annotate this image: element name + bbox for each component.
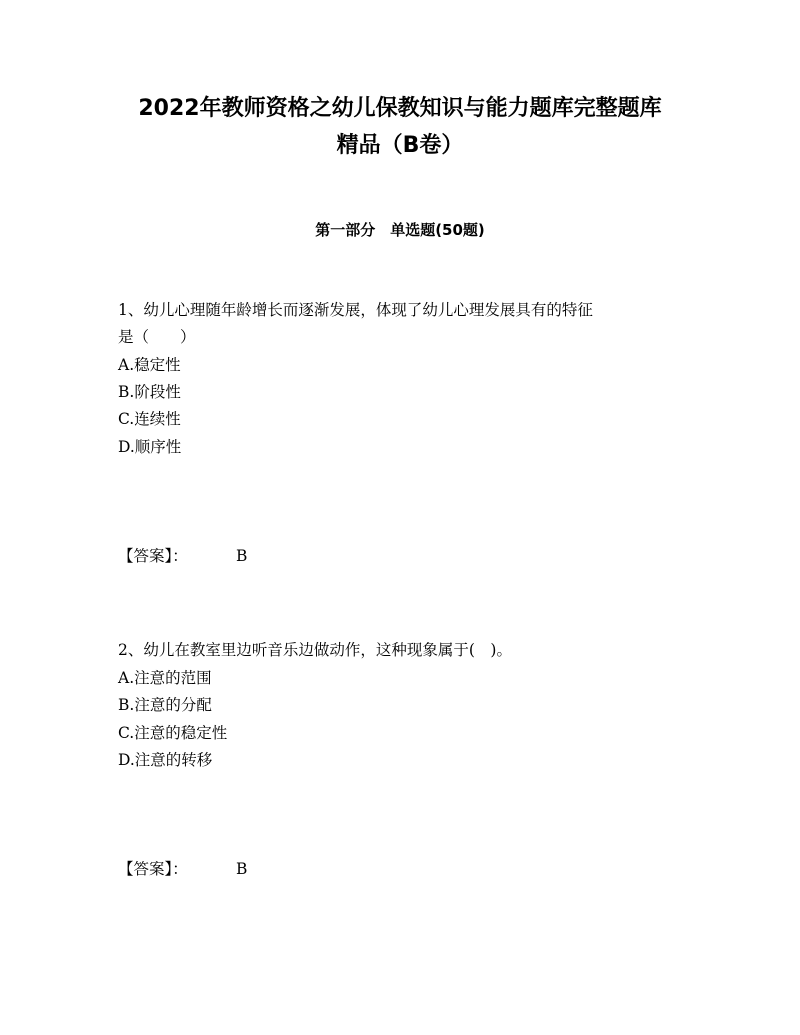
question-1-option-b: B.阶段性	[118, 383, 181, 401]
question-2-stem-line-1: 2、幼儿在教室里边听音乐边做动作，这种现象属于( )。	[118, 641, 512, 659]
answer-value: B	[236, 547, 248, 565]
question-1-option-d: D.顺序性	[118, 438, 182, 456]
document-title-line-2: 精品（B卷）	[336, 133, 464, 158]
answer-label: 【答案】：	[118, 547, 188, 565]
question-2-option-d: D.注意的转移	[118, 751, 213, 769]
question-2-option-b: B.注意的分配	[118, 696, 212, 714]
question-1-stem-line-2: 是（ ）	[118, 328, 196, 346]
section-heading: 第一部分 单选题(50题)	[315, 221, 485, 239]
question-1-stem-line-1: 1、幼儿心理随年龄增长而逐渐发展，体现了幼儿心理发展具有的特征	[118, 301, 593, 319]
question-1-answer	[118, 544, 248, 568]
question-1-option-a: A.稳定性	[118, 356, 181, 374]
answer-label: 【答案】：	[118, 860, 188, 878]
question-2-answer	[118, 857, 248, 881]
answer-value: B	[236, 860, 248, 878]
document-title-line-1: 2022年教师资格之幼儿保教知识与能力题库完整题库	[138, 96, 662, 121]
question-1-option-c: C.连续性	[118, 410, 181, 428]
question-2-option-c: C.注意的稳定性	[118, 724, 228, 742]
question-2-option-a: A.注意的范围	[118, 669, 212, 687]
